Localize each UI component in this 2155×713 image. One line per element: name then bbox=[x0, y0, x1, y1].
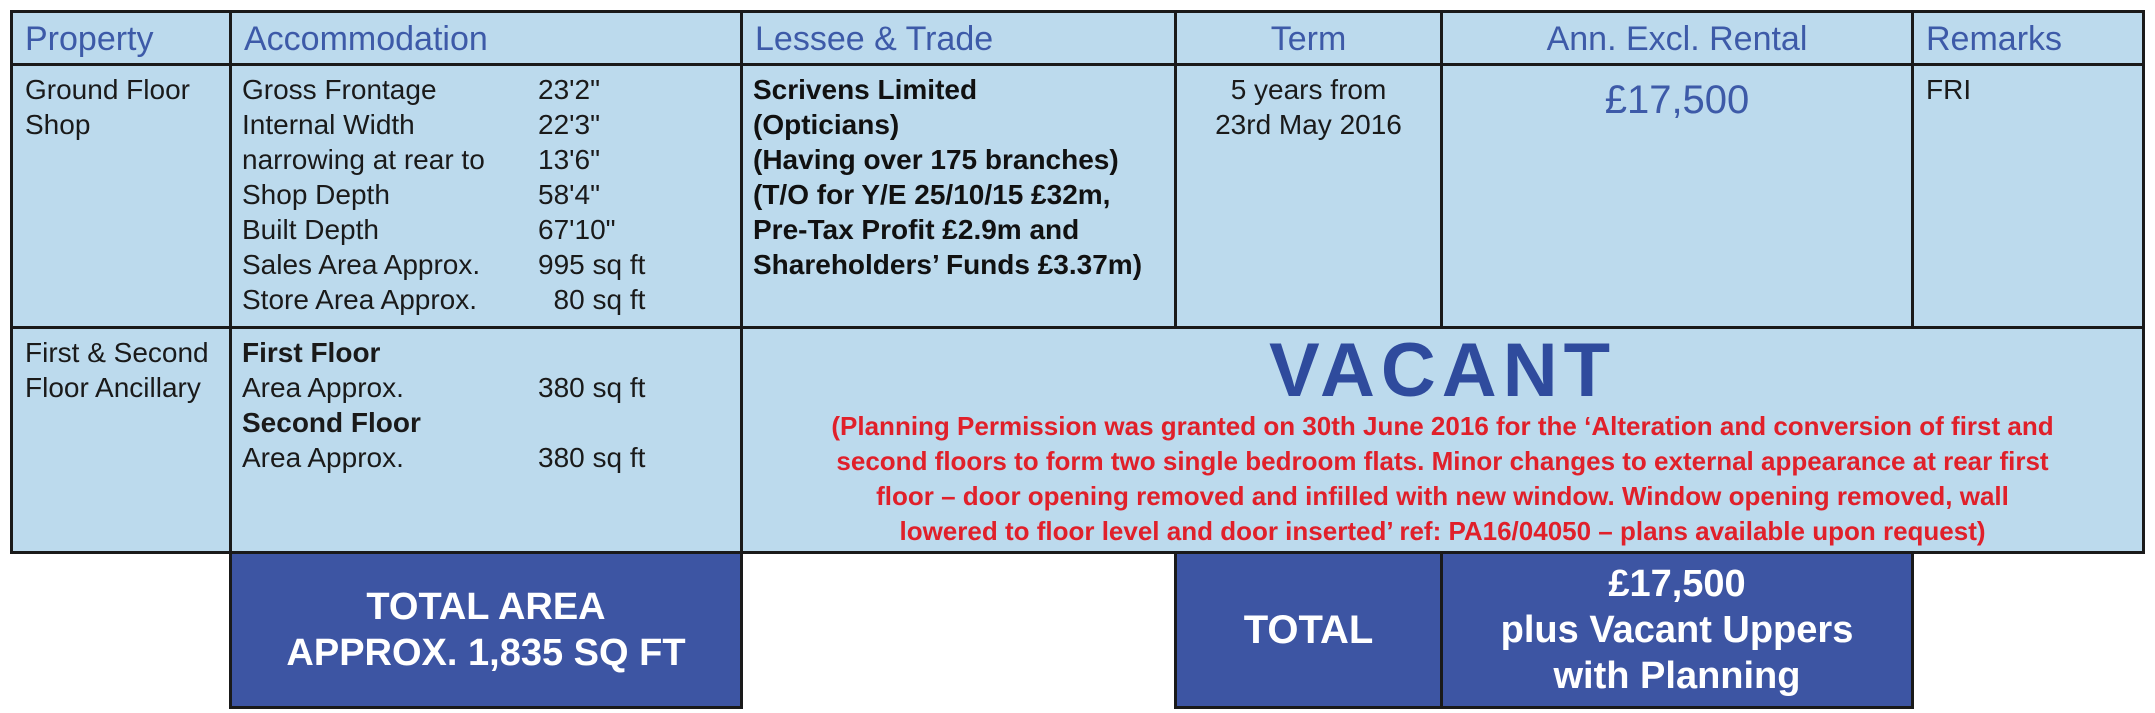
lessee-line: Scrivens Limited bbox=[753, 74, 978, 105]
lessee-line: Pre-Tax Profit £2.9m and bbox=[753, 214, 1080, 245]
accommodation-row bbox=[242, 177, 730, 212]
accommodation-label: Store Area Approx. bbox=[242, 284, 478, 315]
planning-line: floor – door opening removed and infilled with new window. Window opening removed, wall bbox=[876, 481, 2009, 511]
accommodation-row bbox=[242, 107, 730, 142]
header-term-label: Term bbox=[1270, 20, 1347, 58]
planning-line: second floors to form two single bedroom flats. Minor changes to external appearance at rear first bbox=[836, 446, 2049, 476]
row2-property-line: Floor Ancillary bbox=[25, 372, 201, 403]
rental-value: £17,500 bbox=[1604, 78, 1750, 122]
header-property bbox=[10, 10, 232, 66]
header-accommodation-label: Accommodation bbox=[244, 20, 488, 58]
accommodation-value: 380 sq ft bbox=[538, 372, 646, 403]
accommodation-value: 13'6" bbox=[538, 144, 601, 175]
planning-line: lowered to floor level and door inserted’ ref: PA16/04050 – plans available upon request) bbox=[899, 516, 1986, 546]
row1-property-cell bbox=[10, 63, 232, 329]
accommodation-label: Built Depth bbox=[242, 214, 379, 245]
lessee-line: (T/O for Y/E 25/10/15 £32m, bbox=[753, 179, 1111, 210]
total-rent-box bbox=[1440, 551, 1914, 709]
accommodation-label: Internal Width bbox=[242, 109, 415, 140]
total-label: TOTAL bbox=[1243, 607, 1374, 652]
row2-property-cell bbox=[10, 326, 232, 554]
header-lessee bbox=[740, 10, 1177, 66]
row2-vacant-cell bbox=[740, 326, 2145, 554]
total-area-line: APPROX. 1,835 SQ FT bbox=[286, 632, 686, 674]
accommodation-value: 23'2" bbox=[538, 74, 601, 105]
accommodation-value: 22'3" bbox=[538, 109, 601, 140]
total-label-box bbox=[1174, 551, 1443, 709]
accommodation-label: Sales Area Approx. bbox=[242, 249, 481, 280]
lessee-line: (Having over 175 branches) bbox=[753, 144, 1119, 175]
total-area-box bbox=[229, 551, 743, 709]
accommodation-row bbox=[242, 440, 730, 475]
lessee-line: Shareholders’ Funds £3.37m) bbox=[753, 249, 1143, 280]
term-line: 5 years from bbox=[1230, 74, 1387, 105]
accommodation-label: Area Approx. bbox=[242, 442, 404, 473]
accommodation-value: 995 sq ft bbox=[538, 249, 646, 280]
row1-remarks-cell bbox=[1911, 63, 2145, 329]
accommodation-value: 58'4" bbox=[538, 179, 601, 210]
header-remarks bbox=[1911, 10, 2145, 66]
accommodation-label: Area Approx. bbox=[242, 372, 404, 403]
planning-note bbox=[743, 409, 2142, 549]
row2-property-line: First & Second bbox=[25, 337, 209, 368]
row1-property-line: Ground Floor bbox=[25, 74, 190, 105]
planning-line: (Planning Permission was granted on 30th June 2016 for the ‘Alteration and conversion of first and bbox=[831, 411, 2054, 441]
header-lessee-label: Lessee & Trade bbox=[755, 20, 994, 58]
row1-lessee-cell bbox=[740, 63, 1177, 329]
header-term bbox=[1174, 10, 1443, 66]
accommodation-value: 80 sq ft bbox=[538, 284, 646, 315]
second-floor-heading: Second Floor bbox=[242, 407, 421, 438]
accommodation-row bbox=[242, 72, 730, 107]
accommodation-label: Gross Frontage bbox=[242, 74, 437, 105]
accommodation-label: narrowing at rear to bbox=[242, 144, 485, 175]
remarks-value: FRI bbox=[1926, 74, 1972, 105]
first-floor-heading: First Floor bbox=[242, 337, 381, 368]
header-accommodation bbox=[229, 10, 743, 66]
row1-rental-cell bbox=[1440, 63, 1914, 329]
total-rent-line: plus Vacant Uppers bbox=[1500, 609, 1854, 651]
row2-accommodation-cell bbox=[229, 326, 743, 554]
total-rent-line: £17,500 bbox=[1608, 563, 1746, 605]
row1-property-line: Shop bbox=[25, 109, 91, 140]
header-rental-label: Ann. Excl. Rental bbox=[1546, 20, 1808, 58]
accommodation-row bbox=[242, 142, 730, 177]
vacant-status: VACANT bbox=[1268, 328, 1616, 413]
accommodation-row bbox=[242, 212, 730, 247]
row1-accommodation-cell bbox=[229, 63, 743, 329]
lessee-line: (Opticians) bbox=[753, 109, 900, 140]
total-area-line: TOTAL AREA bbox=[366, 586, 606, 628]
accommodation-value: 380 sq ft bbox=[538, 442, 646, 473]
accommodation-row bbox=[242, 282, 730, 317]
term-line: 23rd May 2016 bbox=[1215, 109, 1402, 140]
accommodation-row bbox=[242, 370, 730, 405]
header-property-label: Property bbox=[25, 20, 154, 58]
accommodation-row bbox=[242, 247, 730, 282]
accommodation-value: 67'10" bbox=[538, 214, 616, 245]
total-rent-line: with Planning bbox=[1553, 655, 1801, 697]
header-rental bbox=[1440, 10, 1914, 66]
header-remarks-label: Remarks bbox=[1926, 20, 2063, 58]
row1-term-cell bbox=[1174, 63, 1443, 329]
accommodation-label: Shop Depth bbox=[242, 179, 390, 210]
